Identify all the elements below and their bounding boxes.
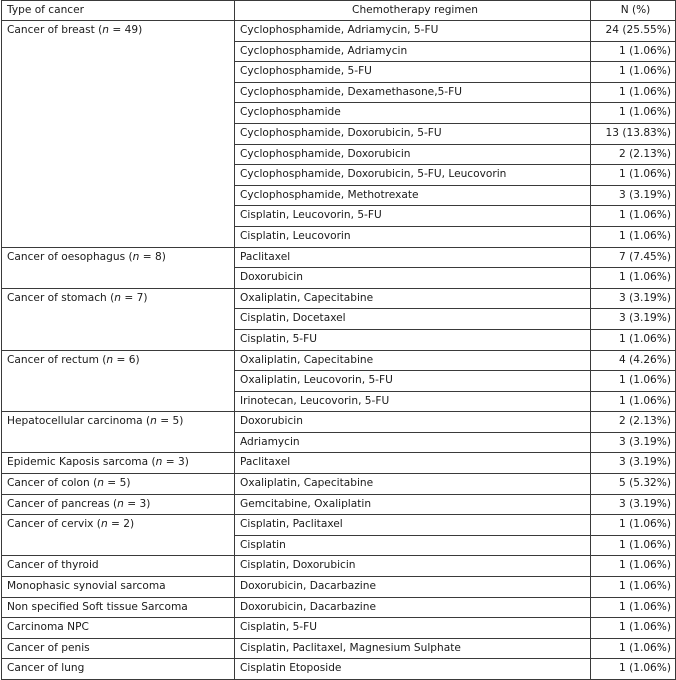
n-percent-cell: 3 (3.19%)	[591, 185, 676, 206]
table-row	[2, 597, 676, 618]
table-row	[2, 556, 676, 577]
regimen-cell: Cyclophosphamide	[235, 103, 591, 124]
cancer-type-name: Cancer of pancreas	[7, 497, 110, 510]
cancer-type-name: Non specified Soft tissue Sarcoma	[7, 600, 188, 613]
regimen-cell: Cisplatin, 5-FU	[235, 329, 591, 350]
regimen-cell: Paclitaxel	[235, 453, 591, 474]
regimen-cell: Doxorubicin, Dacarbazine	[235, 577, 591, 598]
n-percent-cell: 3 (3.19%)	[591, 494, 676, 515]
group-count: 7	[136, 291, 144, 304]
table-row	[2, 350, 676, 371]
table-row	[2, 494, 676, 515]
cancer-type-name: Cancer of thyroid	[7, 559, 99, 572]
cancer-type-cell	[2, 638, 235, 659]
cancer-type-cell: Cancer of pancreas (n = 3)	[2, 494, 235, 515]
table-row	[2, 618, 676, 639]
n-percent-cell: 1 (1.06%)	[591, 226, 676, 247]
n-percent-cell: 1 (1.06%)	[591, 515, 676, 536]
n-symbol: n	[106, 353, 114, 366]
cancer-type-cell	[2, 597, 235, 618]
n-percent-cell: 1 (1.06%)	[591, 268, 676, 289]
n-percent-cell: 1 (1.06%)	[591, 62, 676, 83]
n-percent-cell: 1 (1.06%)	[591, 41, 676, 62]
cancer-type-cell: Cancer of breast (n = 49)	[2, 21, 235, 248]
cancer-type-name: Cancer of stomach	[7, 291, 107, 304]
table-row	[2, 638, 676, 659]
table-row	[2, 288, 676, 309]
cancer-type-cell	[2, 659, 235, 680]
n-symbol: n	[155, 456, 163, 469]
n-percent-cell: 2 (2.13%)	[591, 144, 676, 165]
group-count: 6	[128, 353, 136, 366]
table-row	[2, 474, 676, 495]
regimen-cell: Oxaliplatin, Capecitabine	[235, 474, 591, 495]
regimen-cell: Cyclophosphamide, Adriamycin	[235, 41, 591, 62]
n-percent-cell: 5 (5.32%)	[591, 474, 676, 495]
n-percent-cell: 1 (1.06%)	[591, 659, 676, 680]
cancer-type-cell: Cancer of oesophagus (n = 8)	[2, 247, 235, 288]
n-percent-cell: 3 (3.19%)	[591, 309, 676, 330]
n-percent-cell: 3 (3.19%)	[591, 432, 676, 453]
table-row	[2, 247, 676, 268]
cancer-type-name: Cancer of rectum	[7, 353, 99, 366]
table-body	[2, 21, 676, 680]
n-percent-cell: 1 (1.06%)	[591, 371, 676, 392]
header-cancer-type: Type of cancer	[2, 1, 235, 21]
regimen-cell: Cyclophosphamide, Dexamethasone,5-FU	[235, 82, 591, 103]
cancer-type-cell	[2, 618, 235, 639]
regimen-cell: Cisplatin, Paclitaxel, Magnesium Sulphate	[235, 638, 591, 659]
cancer-type-name: Cancer of oesophagus	[7, 250, 126, 263]
table-row	[2, 659, 676, 680]
regimen-cell: Paclitaxel	[235, 247, 591, 268]
regimen-cell: Cisplatin, Docetaxel	[235, 309, 591, 330]
regimen-cell: Cyclophosphamide, Doxorubicin	[235, 144, 591, 165]
group-count: 3	[139, 497, 147, 510]
regimen-cell: Doxorubicin	[235, 268, 591, 289]
n-percent-cell: 1 (1.06%)	[591, 597, 676, 618]
table-row	[2, 515, 676, 536]
n-symbol: n	[100, 518, 108, 531]
regimen-cell: Cyclophosphamide, 5-FU	[235, 62, 591, 83]
cancer-type-name: Cancer of breast	[7, 24, 95, 36]
chemotherapy-table	[1, 0, 676, 680]
header-regimen: Chemotherapy regimen	[235, 1, 591, 21]
regimen-cell: Cisplatin Etoposide	[235, 659, 591, 680]
regimen-cell: Cisplatin, Leucovorin, 5-FU	[235, 206, 591, 227]
cancer-type-name: Cancer of lung	[7, 662, 85, 675]
regimen-cell: Irinotecan, Leucovorin, 5-FU	[235, 391, 591, 412]
n-symbol: n	[102, 24, 110, 36]
n-percent-cell: 1 (1.06%)	[591, 535, 676, 556]
group-count: 2	[123, 518, 131, 531]
n-percent-cell: 4 (4.26%)	[591, 350, 676, 371]
n-symbol: n	[117, 497, 124, 510]
group-count: 3	[177, 456, 185, 469]
n-percent-cell: 1 (1.06%)	[591, 556, 676, 577]
regimen-cell: Cyclophosphamide, Doxorubicin, 5-FU	[235, 123, 591, 144]
group-count: 8	[155, 250, 162, 263]
n-percent-cell: 24 (25.55%)	[591, 21, 676, 42]
cancer-type-cell	[2, 577, 235, 598]
regimen-cell: Cisplatin, Doxorubicin	[235, 556, 591, 577]
header-row	[2, 1, 676, 21]
n-percent-cell: 1 (1.06%)	[591, 618, 676, 639]
cancer-type-name: Cancer of cervix	[7, 518, 94, 531]
cancer-type-cell: Cancer of colon (n = 5)	[2, 474, 235, 495]
cancer-type-name: Carcinoma NPC	[7, 621, 89, 634]
group-count: 5	[119, 477, 127, 490]
regimen-cell: Cisplatin, Leucovorin	[235, 226, 591, 247]
n-percent-cell: 2 (2.13%)	[591, 412, 676, 433]
regimen-cell: Cisplatin, 5-FU	[235, 618, 591, 639]
n-percent-cell: 3 (3.19%)	[591, 453, 676, 474]
n-symbol: n	[132, 250, 140, 263]
regimen-cell: Doxorubicin, Dacarbazine	[235, 597, 591, 618]
cancer-type-name: Hepatocellular carcinoma	[7, 415, 143, 428]
n-percent-cell: 1 (1.06%)	[591, 577, 676, 598]
n-percent-cell: 1 (1.06%)	[591, 82, 676, 103]
cancer-type-cell	[2, 556, 235, 577]
n-symbol: n	[114, 291, 121, 304]
regimen-cell: Cisplatin	[235, 535, 591, 556]
cancer-type-cell: Cancer of stomach (n = 7)	[2, 288, 235, 350]
table-row	[2, 412, 676, 433]
table-row	[2, 21, 676, 42]
cancer-type-name: Monophasic synovial sarcoma	[7, 580, 166, 593]
regimen-cell: Oxaliplatin, Capecitabine	[235, 288, 591, 309]
regimen-cell: Cyclophosphamide, Methotrexate	[235, 185, 591, 206]
table-row	[2, 577, 676, 598]
regimen-cell: Cyclophosphamide, Adriamycin, 5-FU	[235, 21, 591, 42]
n-symbol: n	[97, 477, 104, 490]
regimen-cell: Cyclophosphamide, Doxorubicin, 5-FU, Leucovorin	[235, 165, 591, 186]
n-percent-cell: 1 (1.06%)	[591, 206, 676, 227]
cancer-type-name: Cancer of colon	[7, 477, 90, 490]
n-symbol: n	[150, 415, 157, 428]
n-percent-cell: 3 (3.19%)	[591, 288, 676, 309]
regimen-cell: Oxaliplatin, Leucovorin, 5-FU	[235, 371, 591, 392]
group-count: 5	[172, 415, 180, 428]
n-percent-cell: 1 (1.06%)	[591, 329, 676, 350]
n-percent-cell: 1 (1.06%)	[591, 103, 676, 124]
header-n-percent: N (%)	[591, 1, 676, 21]
n-percent-cell: 7 (7.45%)	[591, 247, 676, 268]
cancer-type-cell: Cancer of cervix (n = 2)	[2, 515, 235, 556]
cancer-type-cell: Hepatocellular carcinoma (n = 5)	[2, 412, 235, 453]
n-percent-cell: 1 (1.06%)	[591, 391, 676, 412]
table-row	[2, 453, 676, 474]
n-percent-cell: 13 (13.83%)	[591, 123, 676, 144]
group-count: 49	[124, 24, 139, 36]
cancer-type-name: Epidemic Kaposis sarcoma	[7, 456, 149, 469]
cancer-type-cell: Epidemic Kaposis sarcoma (n = 3)	[2, 453, 235, 474]
cancer-type-name: Cancer of penis	[7, 641, 90, 654]
regimen-cell: Doxorubicin	[235, 412, 591, 433]
regimen-cell: Gemcitabine, Oxaliplatin	[235, 494, 591, 515]
n-percent-cell: 1 (1.06%)	[591, 165, 676, 186]
cancer-type-cell: Cancer of rectum (n = 6)	[2, 350, 235, 412]
regimen-cell: Cisplatin, Paclitaxel	[235, 515, 591, 536]
regimen-cell: Oxaliplatin, Capecitabine	[235, 350, 591, 371]
n-percent-cell: 1 (1.06%)	[591, 638, 676, 659]
regimen-cell: Adriamycin	[235, 432, 591, 453]
